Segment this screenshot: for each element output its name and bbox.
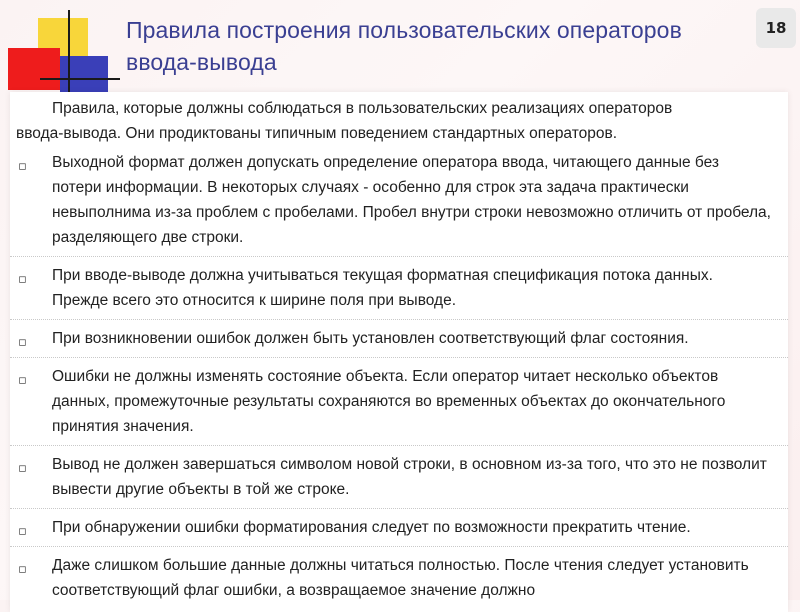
list-item-text: Ошибки не должны изменять состояние объекта. Если оператор читает несколько объектов данных, промежуточные результаты сохраняются во временных объектах до окончательного принятия значения. — [52, 368, 726, 435]
decor-horizontal-line — [40, 78, 120, 80]
square-bullet-icon: ▫ — [18, 461, 27, 476]
intro-line-1: Правила, которые должны соблюдаться в пользовательских реализациях операторов — [52, 100, 673, 117]
decor-vertical-line — [68, 10, 70, 100]
list-item-text: При возникновении ошибок должен быть установлен соответствующий флаг состояния. — [52, 330, 689, 347]
intro-paragraph — [10, 96, 788, 146]
list-item-text: Вывод не должен завершаться символом новой строки, в основном из-за того, что это не позволит вывести другие объекты в той же строке. — [52, 456, 767, 498]
square-bullet-icon: ▫ — [18, 272, 27, 287]
list-item-text: При обнаружении ошибки форматирования следует по возможности прекратить чтение. — [52, 519, 691, 536]
list-item — [10, 515, 788, 547]
slide-number: 18 — [756, 8, 796, 48]
square-bullet-icon: ▫ — [18, 335, 27, 350]
intro-line-2: ввода-вывода. Они продиктованы типичным поведением стандартных операторов. — [16, 125, 618, 142]
square-bullet-icon: ▫ — [18, 524, 27, 539]
content-panel — [10, 92, 788, 612]
rules-list — [10, 150, 788, 609]
list-item-text: Даже слишком большие данные должны читаться полностью. После чтения следует установить соответствующий флаг ошибки, а возвращаемое значение должно — [52, 557, 749, 599]
list-item — [10, 150, 788, 257]
list-item — [10, 452, 788, 509]
slide-title: Правила построения пользовательских операторов ввода-вывода — [126, 17, 682, 75]
list-item-text: При вводе-выводе должна учитываться текущая форматная спецификация потока данных. Прежде всего это относится к ширине поля при выводе. — [52, 267, 713, 309]
list-item — [10, 326, 788, 358]
list-item-text: Выходной формат должен допускать определение оператора ввода, читающего данные без потери информации. В некоторых случаях - особенно для строк эта задача практически невыполнима из-за проблем с пробелами. Пробел внутри строки невозможно отличить от пробела, разделяющего две строки. — [52, 154, 771, 246]
decor-square-red — [8, 48, 60, 90]
square-bullet-icon: ▫ — [18, 159, 27, 174]
square-bullet-icon: ▫ — [18, 373, 27, 388]
list-item — [10, 553, 788, 609]
square-bullet-icon: ▫ — [18, 562, 27, 577]
list-item — [10, 263, 788, 320]
list-item — [10, 364, 788, 446]
